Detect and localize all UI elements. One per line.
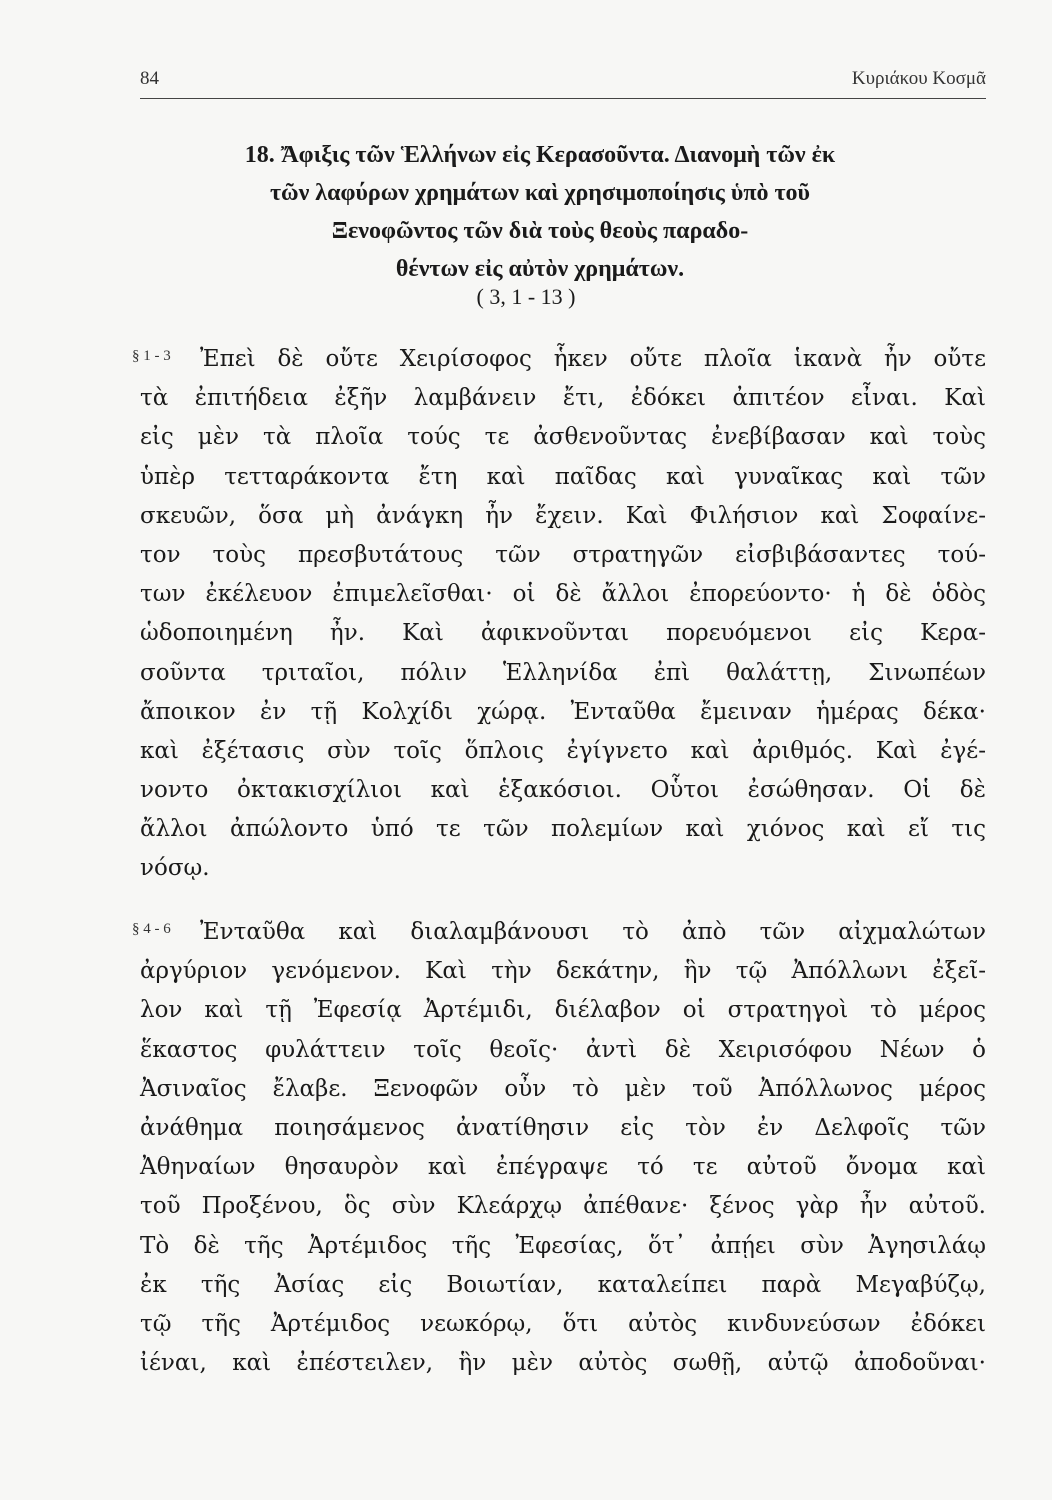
- chapter-title-line: 18. Ἄφιξις τῶν Ἑλλήνων εἰς Κερασοῦντα. Διανομὴ τῶν ἐκ: [244, 142, 836, 168]
- text-line: νοντο ὀκτακισχίλιοι καὶ ἑξακόσιοι. Οὗτοι ἐσώθησαν. Οἱ δὲ: [140, 777, 986, 804]
- text-line: λον καὶ τῇ Ἐφεσίᾳ Ἀρτέμιδι, διέλαβον οἱ στρατηγοὶ τὸ μέρος: [140, 997, 986, 1024]
- text-line: τον τοὺς πρεσβυτάτους τῶν στρατηγῶν εἰσβιβάσαντες τού-: [140, 541, 986, 568]
- text-line: ἄποικον ἐν τῇ Κολχίδι χώρᾳ. Ἐνταῦθα ἔμειναν ἡμέρας δέκα·: [140, 698, 986, 725]
- text-line: τὰ ἐπιτήδεια ἐξῆν λαμβάνειν ἔτι, ἐδόκει ἀπιτέον εἶναι. Καὶ: [140, 385, 986, 412]
- text-line: Ἐπεὶ δὲ οὔτε Χειρίσοφος ἧκεν οὔτε πλοῖα ἱκανὰ ἦν οὔτε: [200, 346, 986, 372]
- text-line: ἕκαστος φυλάττειν τοῖς θεοῖς· ἀντὶ δὲ Χειρισόφου Νέων ὁ: [140, 1036, 986, 1063]
- running-head: Κυριάκου Κοσμᾶ: [851, 68, 986, 89]
- text-line: εἰς μὲν τὰ πλοῖα τούς τε ἀσθενοῦντας ἐνεβίβασαν καὶ τοὺς: [140, 424, 986, 451]
- paragraph-2: [140, 913, 986, 1383]
- chapter-title-line: Ξενοφῶντος τῶν διὰ τοὺς θεοὺς παραδο-: [331, 218, 749, 244]
- text-line: των ἐκέλευον ἐπιμελεῖσθαι· οἱ δὲ ἄλλοι ἐπορεύοντο· ἡ δὲ ὁδὸς: [140, 581, 986, 608]
- text-line: καὶ ἐξέτασις σὺν τοῖς ὅπλοις ἐγίγνετο καὶ ἀριθμός. Καὶ ἐγέ-: [140, 737, 986, 764]
- text-line: τῷ τῆς Ἀρτέμιδος νεωκόρῳ, ὅτι αὐτὸς κινδυνεύσων ἐδόκει: [140, 1310, 986, 1337]
- paragraph-1: [140, 340, 986, 889]
- page-header: [140, 62, 986, 99]
- text-line: ὡδοποιημένη ἦν. Καὶ ἀφικνοῦνται πορευόμενοι εἰς Κερα-: [140, 620, 986, 647]
- chapter-title: [160, 136, 920, 288]
- text-line: τοῦ Προξένου, ὃς σὺν Κλεάρχῳ ἀπέθανε· ξένος γὰρ ἦν αὐτοῦ.: [140, 1193, 986, 1220]
- page-number: 84: [140, 68, 159, 89]
- text-line: νόσῳ.: [140, 855, 210, 882]
- text-line: Ἀθηναίων θησαυρὸν καὶ ἐπέγραψε τό τε αὐτοῦ ὄνομα καὶ: [140, 1154, 986, 1181]
- text-line: ἰέναι, καὶ ἐπέστειλεν, ἣν μὲν αὐτὸς σωθῇ, αὐτῷ ἀποδοῦναι·: [140, 1350, 986, 1377]
- text-line: ἀργύριον γενόμενον. Καὶ τὴν δεκάτην, ἣν τῷ Ἀπόλλωνι ἐξεῖ-: [140, 958, 986, 985]
- section-marker: § 4 - 6: [132, 921, 171, 937]
- text-line: Ἀσιναῖος ἔλαβε. Ξενοφῶν οὖν τὸ μὲν τοῦ Ἀπόλλωνος μέρος: [140, 1075, 986, 1102]
- chapter-title-line: τῶν λαφύρων χρημάτων καὶ χρησιμοποίησις ὑπὸ τοῦ: [269, 180, 811, 206]
- chapter-title-line: θέντων εἰς αὐτὸν χρημάτων.: [395, 256, 685, 282]
- text-line: Ἐνταῦθα καὶ διαλαμβάνουσι τὸ ἀπὸ τῶν αἰχμαλώτων: [200, 919, 986, 945]
- text-line: ἀνάθημα ποιησάμενος ἀνατίθησιν εἰς τὸν ἐν Δελφοῖς τῶν: [140, 1114, 986, 1141]
- text-line: ἐκ τῆς Ἀσίας εἰς Βοιωτίαν, καταλείπει παρὰ Μεγαβύζῳ,: [140, 1271, 986, 1298]
- text-line: Τὸ δὲ τῆς Ἀρτέμιδος τῆς Ἐφεσίας, ὅτ᾽ ἀπῄει σὺν Ἀγησιλάῳ: [140, 1232, 986, 1259]
- section-marker: § 1 - 3: [132, 348, 171, 364]
- text-line: ὑπὲρ τετταράκοντα ἔτη καὶ παῖδας καὶ γυναῖκας καὶ τῶν: [140, 463, 986, 490]
- chapter-reference: ( 3, 1 - 13 ): [476, 284, 576, 309]
- text-line: σκευῶν, ὅσα μὴ ἀνάγκη ἦν ἔχειν. Καὶ Φιλήσιον καὶ Σοφαίνε-: [140, 502, 986, 529]
- text-line: ἄλλοι ἀπώλοντο ὑπό τε τῶν πολεμίων καὶ χιόνος καὶ εἴ τις: [140, 816, 986, 843]
- text-line: σοῦντα τριταῖοι, πόλιν Ἑλληνίδα ἐπὶ θαλάττῃ, Σινωπέων: [140, 659, 986, 686]
